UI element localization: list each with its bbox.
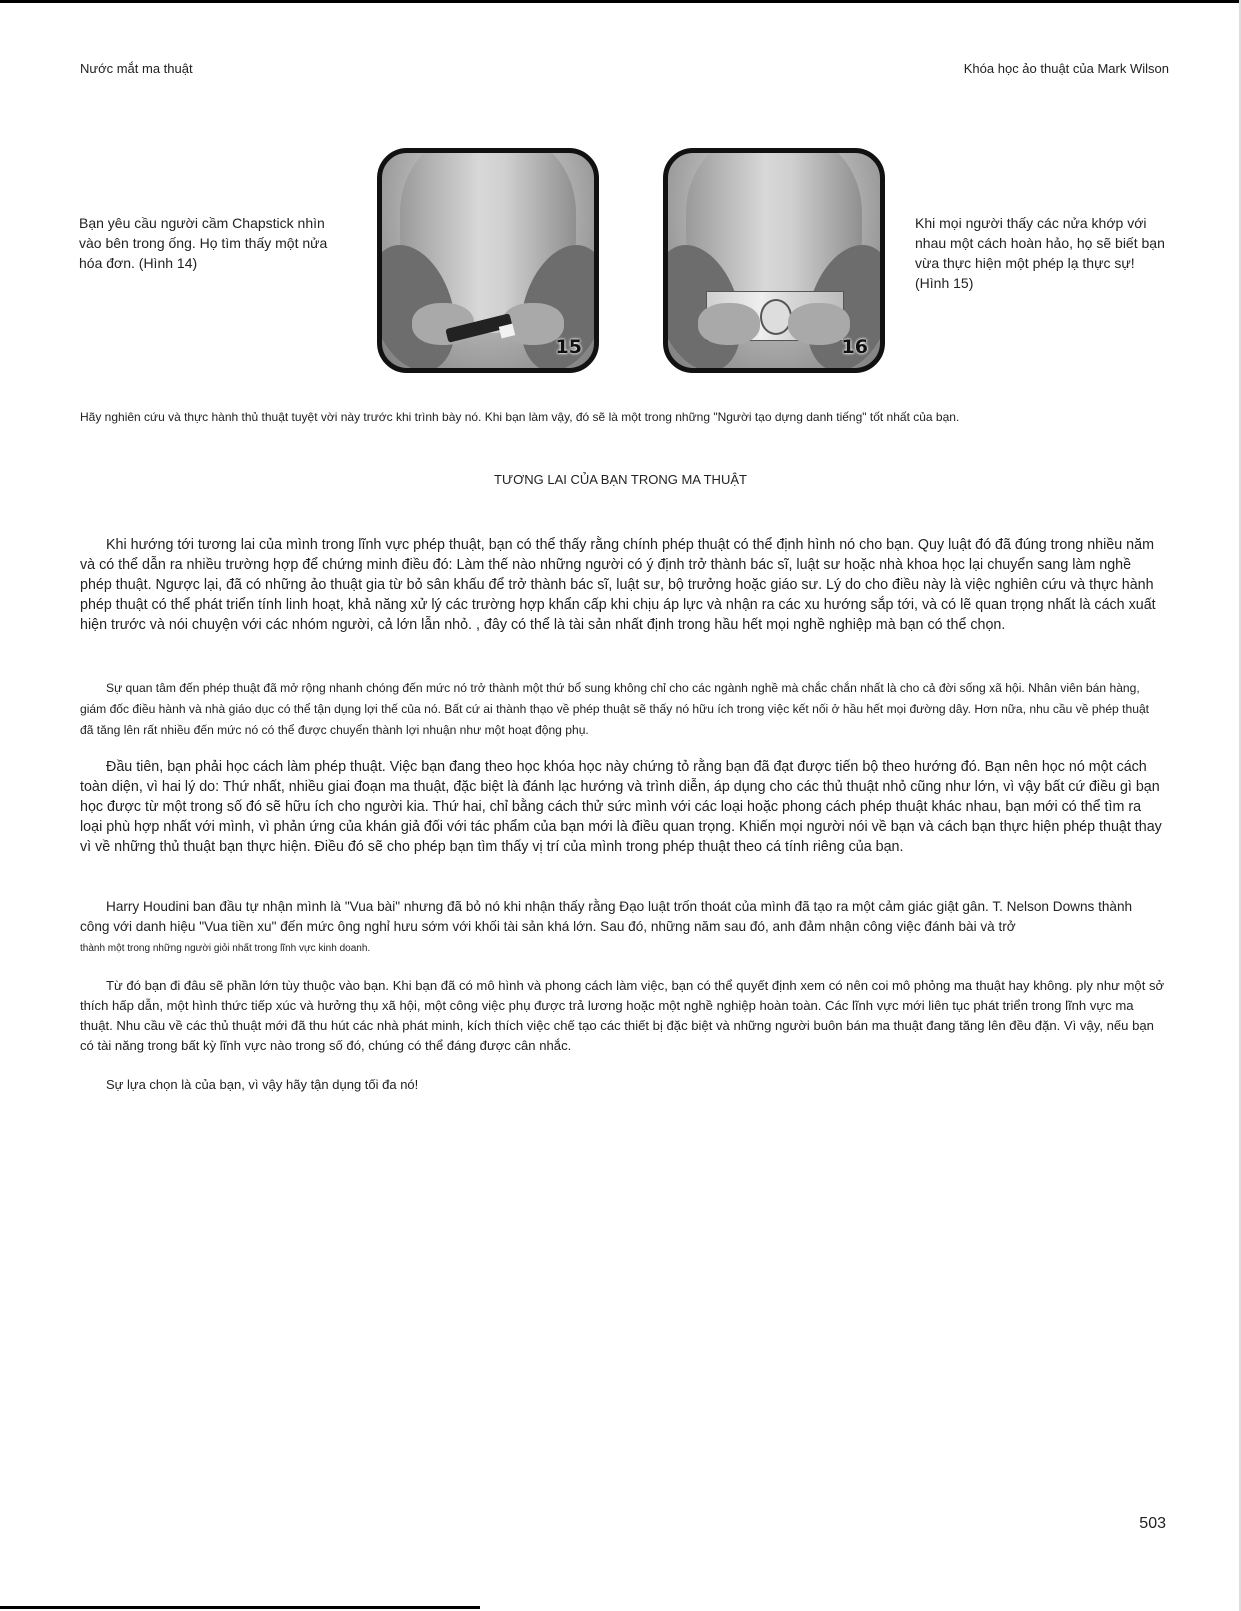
paragraph-3 xyxy=(80,757,1165,857)
paragraph-text: Từ đó bạn đi đâu sẽ phần lớn tùy thuộc vào bạn. Khi bạn đã có mô hình và phong cách làm việc, bạn có thể quyết định xem có nên coi mô phỏng ma thuật hay không. ply như một sở thích hấp dẫn, một hình thức tiếp xúc và hưởng thụ xã hội, một công việc phụ được trả lương hoặc một nghề nghiệp hoàn toàn. Các lĩnh vực mới liên tục phát triển trong lĩnh vực ma thuật. Nhu cầu về các thủ thuật mới đã thu hút các nhà phát minh, kích thích việc chế tạo các thiết bị đặc biệt và những người buôn bán ma thuật đang tăng lên đều đặn. Vì vậy, nếu bạn có tài năng trong bất kỳ lĩnh vực nào trong số đó, chúng có thể đáng được cân nhắc. xyxy=(80,978,1165,1053)
paragraph-5 xyxy=(80,976,1165,1056)
bottom-border xyxy=(0,1606,480,1609)
figure-number: 15 xyxy=(555,336,582,358)
running-header-right: Khóa học ảo thuật của Mark Wilson xyxy=(963,61,1169,76)
paragraph-4 xyxy=(80,897,1165,959)
page-number: 503 xyxy=(1139,1515,1166,1532)
figure-number: 16 xyxy=(841,336,868,358)
paragraph-text: Đầu tiên, bạn phải học cách làm phép thuật. Việc bạn đang theo học khóa học này chứng tỏ rằng bạn đã đạt được tiến bộ theo hướng đó. Bạn nên học nó một cách toàn diện, vì hai lý do: Thứ nhất, nhiều giai đoạn ma thuật, đặc biệt là đánh lạc hướng và trình diễn, áp dụng cho các thủ thuật nhỏ cũng như lớn, vì vậy bất cứ điều gì bạn học được từ một trong số đó sẽ hữu ích cho người kia. Thứ hai, chỉ bằng cách thử sức mình với các loại hoặc phong cách phép thuật khác nhau, bạn mới có thể tìm ra loại phù hợp nhất với mình, vì phản ứng của khán giả đối với tác phẩm của bạn mới là điều quan trọng. Khiến mọi người nói về bạn và cách bạn thực hiện phép thuật thay vì về những thủ thuật bạn thực hiện. Điều đó sẽ cho phép bạn tìm thấy vị trí của mình trong phép thuật theo cá tính riêng của bạn. xyxy=(80,759,1162,855)
running-header-left: Nước mắt ma thuật xyxy=(80,61,193,76)
paragraph-6 xyxy=(80,1075,1165,1095)
paragraph-1 xyxy=(80,535,1165,635)
intro-sentence: Hãy nghiên cứu và thực hành thủ thuật tuyệt vời này trước khi trình bày nó. Khi bạn làm vậy, đó sẽ là một trong những "Người tạo dựng danh tiếng" tốt nhất của bạn. xyxy=(80,410,960,424)
paragraph-2 xyxy=(80,678,1165,741)
figure-14-caption: Bạn yêu cầu người cầm Chapstick nhìn vào bên trong ống. Họ tìm thấy một nửa hóa đơn. (Hình 14) xyxy=(79,215,328,271)
paragraph-text: Harry Houdini ban đầu tự nhận mình là "Vua bài" nhưng đã bỏ nó khi nhận thấy rằng Đạo luật trốn thoát của mình đã tạo ra một cảm giác giật gân. T. Nelson Downs thành công với danh hiệu "Vua tiền xu" đến mức ông nghỉ hưu sớm với khối tài sản khá lớn. Sau đó, những năm sau đó, anh đảm nhận công việc đánh bài và trở xyxy=(80,899,1133,934)
figure-16-photo xyxy=(663,148,885,373)
figure-15-photo xyxy=(377,148,599,373)
figure-15-caption: Khi mọi người thấy các nửa khớp với nhau một cách hoàn hảo, họ sẽ biết bạn vừa thực hiện một phép lạ thực sự! (Hình 15) xyxy=(915,215,1165,291)
paragraph-text: Sự lựa chọn là của bạn, vì vậy hãy tận dụng tối đa nó! xyxy=(106,1077,419,1092)
paragraph-tail: thành một trong những người giỏi nhất trong lĩnh vực kinh doanh. xyxy=(80,943,371,954)
bill-portrait xyxy=(760,299,792,335)
section-title: TƯƠNG LAI CỦA BẠN TRONG MA THUẬT xyxy=(494,472,747,487)
paragraph-text: Khi hướng tới tương lai của mình trong lĩnh vực phép thuật, bạn có thể thấy rằng chính phép thuật có thể định hình nó cho bạn. Quy luật đó đã đúng trong nhiều năm và có thể dẫn ra nhiều trường hợp để chứng minh điều đó: Làm thế nào những người có ý định trở thành bác sĩ, luật sư hoặc nhà khoa học lại chuyển sang làm nghề phép thuật. Ngược lại, đã có những ảo thuật gia từ bỏ sân khấu để trở thành bác sĩ, luật sư, bộ trưởng hoặc giáo sư. Lý do cho điều này là việc nghiên cứu và thực hành phép thuật có thể phát triển tính linh hoạt, khả năng xử lý các trường hợp khẩn cấp khi chịu áp lực và nhận ra các xu hướng sắp tới, và có lẽ quan trọng nhất là cách xuất hiện trước và nói chuyện với các nhóm người, cả lớn lẫn nhỏ. , đây có thể là tài sản nhất định trong hầu hết mọi nghề nghiệp mà bạn có thể chọn. xyxy=(80,537,1156,633)
left-hand xyxy=(698,303,760,345)
top-border xyxy=(0,0,1241,3)
paragraph-text: Sự quan tâm đến phép thuật đã mở rộng nhanh chóng đến mức nó trở thành một thứ bổ sung không chỉ cho các ngành nghề mà chắc chắn nhất là cho cả đời sống xã hội. Nhân viên bán hàng, giám đốc điều hành và nhà giáo dục có thể tận dụng lợi thế của nó. Bất cứ ai thành thạo về phép thuật sẽ thấy nó hữu ích trong việc kết nối ở hầu hết mọi đường dây. Hơn nữa, nhu cầu về phép thuật đã tăng lên rất nhiều đến mức nó có thể được chuyển thành lợi nhuận như một hoạt động phụ. xyxy=(80,681,1150,737)
